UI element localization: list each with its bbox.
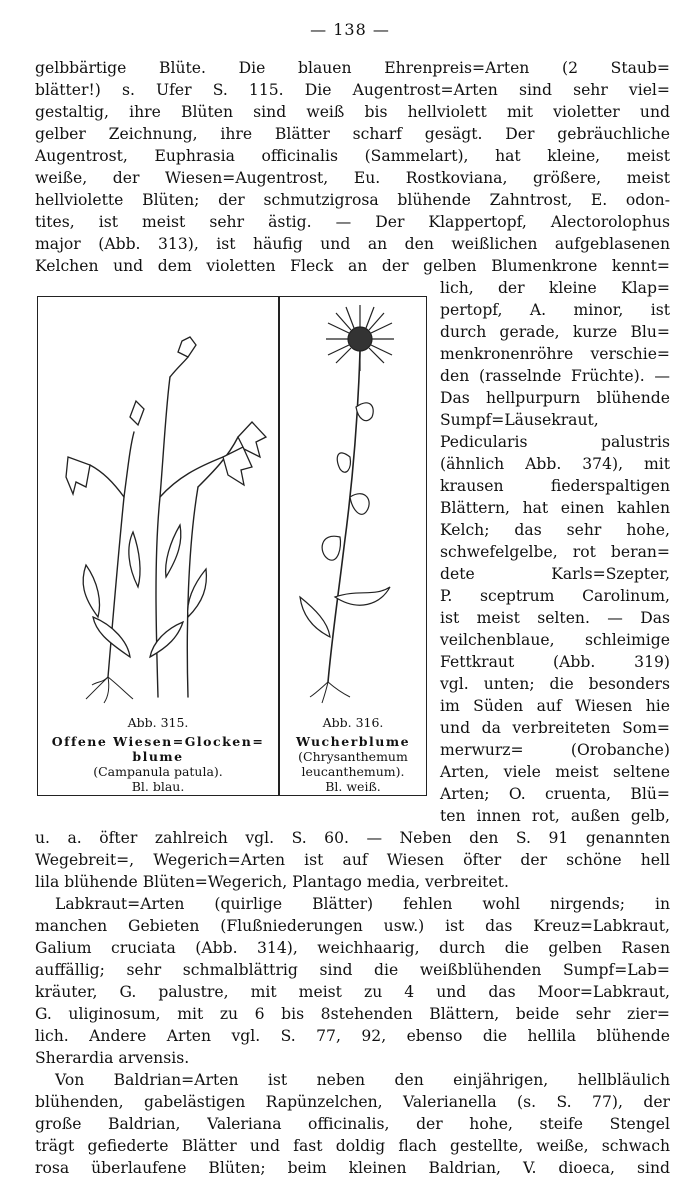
figure-caption-name: Wucherblume [295, 734, 411, 749]
text-line: lich. Andere Arten vgl. S. 77, 92, ebenso die hellila blühende [35, 1027, 670, 1045]
text-line: u. a. öfter zahlreich vgl. S. 60. — Neben den S. 91 genannten [35, 829, 670, 847]
text-line: hellviolette Blüten; der schmutzigrosa blühende Zahntrost, E. odon- [35, 191, 670, 209]
text-line: ist meist selten. — Das [440, 609, 670, 627]
text-line: Labkraut=Arten (quirlige Blätter) fehlen wohl nirgends; in [55, 895, 670, 913]
text-line: vgl. unten; die besonders [440, 675, 670, 693]
text-line: weiße, der Wiesen=Augentrost, Eu. Rostkoviana, größere, meist [35, 169, 670, 187]
text-line: krausen fiederspaltigen [440, 477, 670, 495]
text-line: blätter!) s. Ufer S. 115. Die Augentrost=Arten sind sehr viel= [35, 81, 670, 99]
text-line: Sumpf=Läusekraut, [440, 411, 599, 429]
text-line: pertopf, A. minor, ist [440, 301, 670, 319]
text-line: und da verbreiteten Som= [440, 719, 670, 737]
text-line: schwefelgelbe, rot beran= [440, 543, 670, 561]
campanula-illustration [38, 297, 278, 707]
text-line: manchen Gebieten (Flußniederungen usw.) ist das Kreuz=Labkraut, [35, 917, 670, 935]
text-line: Augentrost, Euphrasia officinalis (Sammelart), hat kleine, meist [35, 147, 670, 165]
figure-number: Abb. 315. [127, 715, 189, 730]
text-line: gelbbärtige Blüte. Die blauen Ehrenpreis=Arten (2 Staub= [35, 59, 670, 77]
figure-caption-color: Bl. weiß. [325, 779, 381, 794]
text-line: Das hellpurpurn blühende [440, 389, 670, 407]
chrysanthemum-illustration [280, 297, 426, 707]
text-line: auffällig; sehr schmalblättrig sind die weißblühenden Sumpf=Lab= [35, 961, 670, 979]
text-line: Sherardia arvensis. [35, 1049, 190, 1067]
text-line: kräuter, G. palustre, mit meist zu 4 und das Moor=Labkraut, [35, 983, 670, 1001]
figure-315 [38, 297, 278, 794]
figure-caption-name-2: blume [132, 749, 184, 764]
text-line: Pedicularis palustris [440, 433, 670, 451]
text-line: Blättern, hat einen kahlen [440, 499, 670, 517]
text-line: P. sceptrum Carolinum, [440, 587, 670, 605]
text-line: Wegebreit=, Wegerich=Arten ist auf Wiesen öfter der schöne hell [35, 851, 670, 869]
text-line: Arten; O. cruenta, Blü= [440, 785, 670, 803]
text-line: ten innen rot, außen gelb, [440, 807, 670, 825]
text-line: lich, der kleine Klap= [440, 279, 670, 297]
page-number: — 138 — [310, 20, 390, 39]
figure-frame [37, 296, 427, 796]
text-line: dete Karls=Szepter, [440, 565, 670, 583]
text-line: Von Baldrian=Arten ist neben den einjährigen, hellbläulich [55, 1071, 670, 1089]
text-line: merwurz= (Orobanche) [440, 741, 670, 759]
text-line: lila blühende Blüten=Wegerich, Plantago media, verbreitet. [35, 873, 509, 891]
text-line: Arten, viele meist seltene [440, 763, 670, 781]
text-line: Kelchen und dem violetten Fleck an der gelben Blumenkrone kennt= [35, 257, 670, 275]
text-line: trägt gefiederte Blätter und fast doldig flach gestellte, weiße, schwach [35, 1137, 670, 1155]
figure-caption-latin-2: leucanthemum). [301, 764, 405, 779]
text-line: veilchenblaue, schleimige [440, 631, 670, 649]
text-line: tites, ist meist sehr ästig. — Der Klappertopf, Alectorolophus [35, 213, 670, 231]
text-line: Fettkraut (Abb. 319) [440, 653, 670, 671]
text-line: G. uliginosum, mit zu 6 bis 8stehenden Blättern, beide sehr zier= [35, 1005, 670, 1023]
text-line: rosa überlaufene Blüten; beim kleinen Baldrian, V. dioeca, sind [35, 1159, 670, 1177]
figure-caption-latin: (Campanula patula). [93, 764, 223, 779]
text-line: Galium cruciata (Abb. 314), weichhaarig, durch die gelben Rasen [35, 939, 670, 957]
text-line: große Baldrian, Valeriana officinalis, der hohe, steife Stengel [35, 1115, 670, 1133]
text-line: den (rasselnde Früchte). — [440, 367, 670, 385]
figure-number: Abb. 316. [322, 715, 384, 730]
text-line: Kelch; das sehr hohe, [440, 521, 670, 539]
text-line: gestaltig, ihre Blüten sind weiß bis hellviolett mit violetter und [35, 103, 670, 121]
figure-caption-name: Offene Wiesen=Glocken= [51, 734, 265, 749]
figure-316 [280, 297, 426, 794]
figure-caption-color: Bl. blau. [131, 779, 185, 794]
text-line: gelber Zeichnung, ihre Blätter scharf gesägt. Der gebräuchliche [35, 125, 670, 143]
text-line: (ähnlich Abb. 374), mit [440, 455, 670, 473]
text-line: durch gerade, kurze Blu= [440, 323, 670, 341]
text-line: im Süden auf Wiesen hie [440, 697, 670, 715]
text-line: menkronenröhre verschie= [440, 345, 670, 363]
text-line: blühenden, gabelästigen Rapünzelchen, Valerianella (s. S. 77), der [35, 1093, 670, 1111]
text-line: major (Abb. 313), ist häufig und an den weißlichen aufgeblasenen [35, 235, 670, 253]
figure-caption-latin-1: (Chrysanthemum [298, 749, 408, 764]
